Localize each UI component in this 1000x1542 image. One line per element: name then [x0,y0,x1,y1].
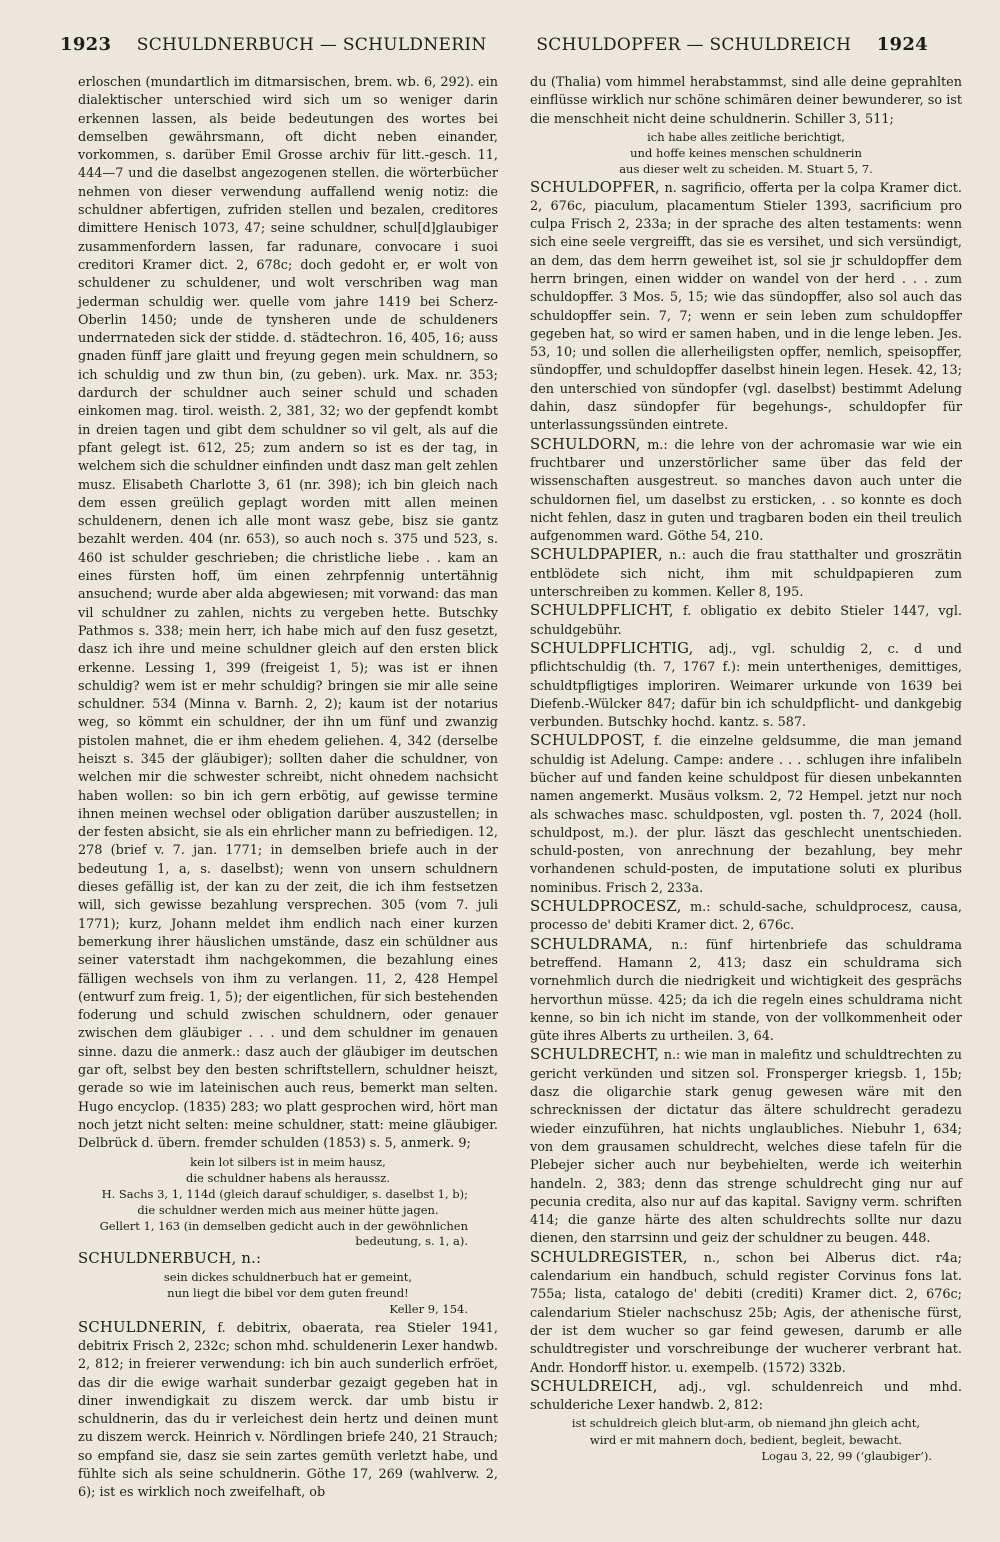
verse-quote-line: und hoffe keines menschen schuldnerin [630,146,862,161]
page-number-left: 1923 [60,34,112,55]
verse-quote-line: die schuldner habens als heraussz. [185,1170,391,1185]
entry-text: adj., vgl. schuldenreich und mhd. schulderiche Lexer handwb. 2, 812: [530,1379,962,1414]
entry-text: n. sagrificio, offerta per la colpa Kramer dict. 2, 676c, piaculum, placamentum Stieler 1393, sacrificium pro culpa Frisch 2, 233a; in der sprache des alten testaments: wenn sich eine seele vergreifft, das sie es versihet, und sich versündigt, an dem, das dem herrn geweihet ist, sol sie jr schuldopffer dem herrn bringen, einen widder on wandel von der herd . . . zum schuldopffer. 3 Mos. 5, 15; wie das sündopffer, also sol auch das schuldopffer sein. 7, 7; wenn er sein leben zum schuldopffer gegeben hat, so wird er samen haben, und in die lenge leben. Jes. 53, 10; und sollen die allerheiligsten opffer, nemlich, speisopffer, sündopffer, und schuldopffer daselbst hinein legen. Hesek. 42, 13; den unterschied von sündopfer (vgl. daselbst) bestimmt Adelung dahin, dasz sündopfer für begehungs-, schuldopfer für unterlassungssünden eintrete. [530,180,962,434]
entry-schuldnerin [78,1319,498,1503]
headword: SCHULDNERIN, [78,1318,207,1336]
entry-schuldreich [530,1378,962,1416]
header-title-right: SCHULDOPFER — SCHULDREICH [536,35,852,55]
entry-schuldrama [530,936,962,1047]
entry-text: f. debitrix, obaerata, rea Stieler 1941, debitrix Frisch 2, 232c; schon mhd. schuldenerin Lexer handwb. 2, 812; in freierer verwendung: ich bin auch sunderlich erfröet, das dir die ewige warhait sunderbar gezaigt gegeben hat in diner inwendigkait zu diszem werck. dar umb bistu ir schuldnerin, das du ir verleichest dein hertz und deinen munt zu diszem werck. Heinrich v. Nördlingen briefe 240, 21 Strauch; so empfand sie, dasz sie sein zartes gemüth verletzt habe, und fühlte sich als seine schuldnerin. Göthe 17, 269 (wahlverw. 2, 6); ist es wirklich noch zweifelhaft, ob [78,1320,498,1501]
headword: SCHULDPFLICHT, [530,602,674,620]
entry-text: m.: schuld-sache, schuldprocesz, causa, processo de' debiti Kramer dict. 2, 676c. [530,900,962,934]
headword: SCHULDPFLICHTIG, [530,639,694,657]
entry-schuldnerbuch [78,1250,498,1269]
entry-text: n.: wie man in malefitz und schuldtrechten zu gericht verkünden und sitzen sol. Fronsperger kriegsb. 1, 15b; dasz die oligarchie stark genug gewesen wäre mit den schrecknissen der dictatur das ältere schuldrecht geradezu wieder einzuführen, hat nichts unglaubliches. Niebuhr 1, 634; von dem grausamen schuldrecht, welches diese tafeln für die Plebejer sicher auch nur beybehielten, werde ich weiterhin handeln. 2, 383; denn das strenge schuldrecht ging nur auf pecunia credita, also nur auf das kapital. Savigny verm. schriften 414; die ganze härte des alten schuldrechts sollte nur dazu dienen, den starrsinn und geiz der schuldner zu beugen. 448. [530,1048,962,1247]
header-title-left: SCHULDNERBUCH — SCHULDNERIN [136,35,487,55]
headword: SCHULDPROCESZ, [530,898,682,916]
left-column [78,74,498,1503]
verse-quote-line: ist schuldreich gleich blut-arm, ob niemand jhn gleich acht, [571,1416,921,1431]
paragraph: erloschen (mundartlich im ditmarsischen, brem. wb. 6, 292). ein dialektischer unterschied wird sich um so weniger darin erkennen lassen, als beide bedeutungen des wortes bei demselben gewährsmann, oft dicht neben einander, vorkommen, s. darüber Emil Grosse archiv für litt.-gesch. 11, 444—7 und die daselbst angezogenen stellen. die wörterbücher nehmen von dieser verwendung auffallend wenig notiz: die schuldner abfertigen, zufriden stellen und bezalen, creditores dimittere Henisch 1073, 47; seine schuldner, schul[d]glaubiger zusammenfordern lassen, far radunare, convocare i suoi creditori Kramer dict. 2, 678c; doch gedoht er, er wolt von schuldener zu schuldener, und wolt verschriben wag man jederman schuldig wer. quelle vom jahre 1419 bei Scherz-Oberlin 1450; unde de tynsheren unde de schuldeners underrnateden sick der stidde. d. städtechron. 16, 405, 16; auss gnaden fünff jare glaitt und freyung gegen mein schuldnern, so ich schuldig und zw thun bin, (zu geben). urk. Max. nr. 353; dardurch der schuldner auch seiner schuld und schaden einkomen mag. tirol. weisth. 2, 381, 32; wo der gepfendt kombt in dreien tagen und gibt dem schuldner so vil gelt, als auf die pfant gelegt ist. 612, 25; zum andern so ist es der tag, in welchem sich die schuldner einfinden undt dasz man gelt zehlen musz. Elisabeth Charlotte 3, 61 (nr. 398); ich bin gleich nach dem essen greülich geplagt worden mitt allen meinen schuldenern, denen ich alle mont wasz gebe, bisz sie gantz bezahlt werden. 404 (nr. 653), so auch noch s. 375 und 523, s. 460 ist schulder geschrieben; die christliche liebe . . kam an eines fürsten hoff, üm einen zehrpfennig untertähnig ansuchend; wurde aber alda abgewiesen; mit vorwand: das man vil schuldner zu zahlen, nichts zu vergeben hette. Butschky Pathmos s. 338; mein herr, ich habe mich auf den fusz gesetzt, dasz ich ihre und meine schuldner gleich auf den ersten blick erkenne. Lessing 1, 399 (freigeist 1, 5); was ist er ihnen schuldig? wem ist er mehr schuldig? bringen sie mir alle seine schuldner. 534 (Minna v. Barnh. 2, 2); kaum ist der notarius weg, so kömmt ein schuldner, der ihn um fünf und zwanzig pistolen mahnet, die er ihm ehedem geliehen. 4, 342 (derselbe heiszt s. 345 der gläubiger); sollten daher die schuldner, von welchen mir die schwester schreibt, nicht ohnedem nachsicht haben wollen: so bin ich gern erbötig, auf gewisse termine ihnen meinen wechsel oder obligation darüber auszustellen; in der festen absicht, sie als ein ehrlicher mann zu befriedigen. 12, 278 (brief v. 7. jan. 1771; in demselben briefe auch in der bedeutung 1, a, s. daselbst); wenn von unsern schuldnern dieses gefällig ist, der kan zu der zeit, die ich ihm festsetzen will, sich gewisse bezahlung versprechen. 305 (vom 7. juli 1771); kurz, Johann meldet ihm endlich nach einer kurzen bemerkung ihrer häuslichen umstände, dasz ein schüldner aus seiner vaterstadt ihm nachgekommen, die bezahlung eines fälligen wechsels von ihm zu verlangen. 11, 2, 428 Hempel (entwurf zum freig. 1, 5); der eigentlichen, für sich bestehenden foderung und schuld zwischen schuldnern, oder genauer zwischen dem gläubiger . . . und dem schuldner im genauen sinne. dazu die anmerk.: dasz auch der gläubiger im deutschen gar oft, selbst bey den besten schriftstellern, schuldner heiszt, gerade so wie im lateinischen auch reus, bemerkt man selten. Hugo encyclop. (1835) 283; wo platt gesprochen wird, hört man noch jetzt nicht selten: meine schuldner, statt: meine gläubiger. Delbrück d. übern. fremder schulden (1853) s. 5, anmerk. 9; [78,75,498,1152]
headword: SCHULDPAPIER, [530,546,663,564]
entry-text: n.: fünf hirtenbriefe das schuldrama betreffend. Hamann 2, 413; dasz ein schuldrama sich vornehmlich durch die niedrigkeit und wichtigkeit des gesprächs hervorthun müsse. 425; da ich die regeln eines schuldrama nicht kenne, so bin ich nicht im stande, von der vollkommenheit oder güte ihres Alberts zu urtheilen. 3, 64. [530,937,962,1045]
headword: SCHULDREGISTER, [530,1248,688,1266]
entry-schuldrecht [530,1046,962,1248]
running-header-left [60,34,487,68]
verse-quote-line: wird er mit mahnern doch, bedient, begleit, bewacht. [589,1432,903,1447]
entry-schuldpflicht [530,602,962,640]
entry-text: adj., vgl. schuldig 2, c. d und pflichtschuldig (th. 7, 1767 f.): mein untertheniges, demittiges, schuldtpfligtiges imploriren. Weimarer urkunde von 1639 bei Diefenb.-Wülcker 847; dafür bin ich schuldpflicht- und dankgebig verbunden. Butschky hochd. kantz. s. 587. [530,641,962,731]
quote-citation: Keller 9, 154. [389,1302,468,1317]
page-number-right: 1924 [876,34,928,55]
headword: SCHULDNERBUCH, n.: [78,1249,262,1267]
quote-citation: H. Sachs 3, 1, 114d (gleich darauf schuldiger, s. daselbst 1, b); [101,1186,468,1201]
headword: SCHULDRAMA, [530,935,654,953]
entry-schuldprocesz [530,898,962,936]
verse-quote-line: nun liegt die bibel vor dem guten freund! [167,1286,409,1301]
verse-quote-line: kein lot silbers ist in meim hausz, [190,1154,386,1169]
headword: SCHULDREICH, [530,1377,658,1395]
entry-schuldpost [530,732,962,898]
headword: SCHULDORN, [530,435,641,453]
entry-text: n.: auch die frau statthalter und groszrätin entblödete sich nicht, ihm mit schuldpapieren zum unterschreiben zu kommen. Keller 8, 195. [530,548,962,601]
entry-text: f. die einzelne geldsumme, die man jemand schuldig ist Adelung. Campe: andere . . . schlugen ihre infalibeln bücher auf und fanden keine schuldpost für diesen unbekannten namen angemerkt. Musäus volksm. 2, 72 Hempel. jetzt nur noch als schwaches masc. schuldposten, vgl. posten th. 7, 2024 (holl. schuldpost, m.). der plur. läszt das geschlecht unentschieden. schuld-posten, von anrechnung der bezahlung, bey mehr vorhandenen schuld-posten, de imputatione soluti ex pluribus nominibus. Frisch 2, 233a. [530,734,962,896]
running-header-right [536,34,928,68]
entry-schuldopfer [530,179,962,436]
right-column [530,74,962,1465]
verse-quote-line: die schuldner werden mich aus meiner hütte jagen. [137,1203,439,1218]
entry-text: m.: die lehre von der achromasie war wie ein fruchtbarer und unzerstörlicher same über das feld der wissenschaften ausgestreut. so manches davon auch unter die schuldornen fiel, um daselbst zu ersticken, . . so konnte es doch nicht fehlen, dasz in guten und tragbaren boden ein theil treulich aufgenommen ward. Göthe 54, 210. [530,437,962,545]
verse-quote-line: aus dieser welt zu scheiden. M. Stuart 5, 7. [619,162,873,177]
entry-schuldpapier [530,546,962,602]
entry-text: f. obligatio ex debito Stieler 1447, vgl. schuldgebühr. [530,604,962,638]
paragraph: du (Thalia) vom himmel herabstammst, sind alle deine geprahlten einflüsse wirklich nur schöne schimären deiner bewunderer, so ist die menschheit nicht deine schuldnerin. Schiller 3, 511; [530,75,962,127]
entry-schuldpflichtig [530,640,962,732]
verse-quote-line: ich habe alles zeitliche berichtigt, [647,129,845,144]
headword: SCHULDOPFER, [530,178,660,196]
verse-quote-line: sein dickes schuldnerbuch hat er gemeint, [163,1270,413,1285]
quote-citation: Logau 3, 22, 99 (‘glaubiger’). [761,1448,932,1463]
quote-citation: Gellert 1, 163 (in demselben gedicht auch in der gewöhnlichen bedeutung, s. 1, a). [99,1219,468,1248]
entry-schuldregister [530,1249,962,1378]
entry-schuldorn [530,436,962,547]
entry-text: n., schon bei Alberus dict. r4a; calendarium ein handbuch, schuld register Corvinus fons lat. 755a; lista, catalogo de' debiti (crediti) Kramer dict. 2, 676c; calendarium Stieler nachschusz 25b; Agis, der athenische fürst, der ist dem wucher so gar feind gewesen, darumb er alle schuldtregister und vorschreibunge der wucherer verbrant hat. Andr. Hondorff histor. u. exempelb. (1572) 332b. [530,1250,962,1376]
headword: SCHULDRECHT, [530,1046,660,1064]
headword: SCHULDPOST, [530,732,646,750]
